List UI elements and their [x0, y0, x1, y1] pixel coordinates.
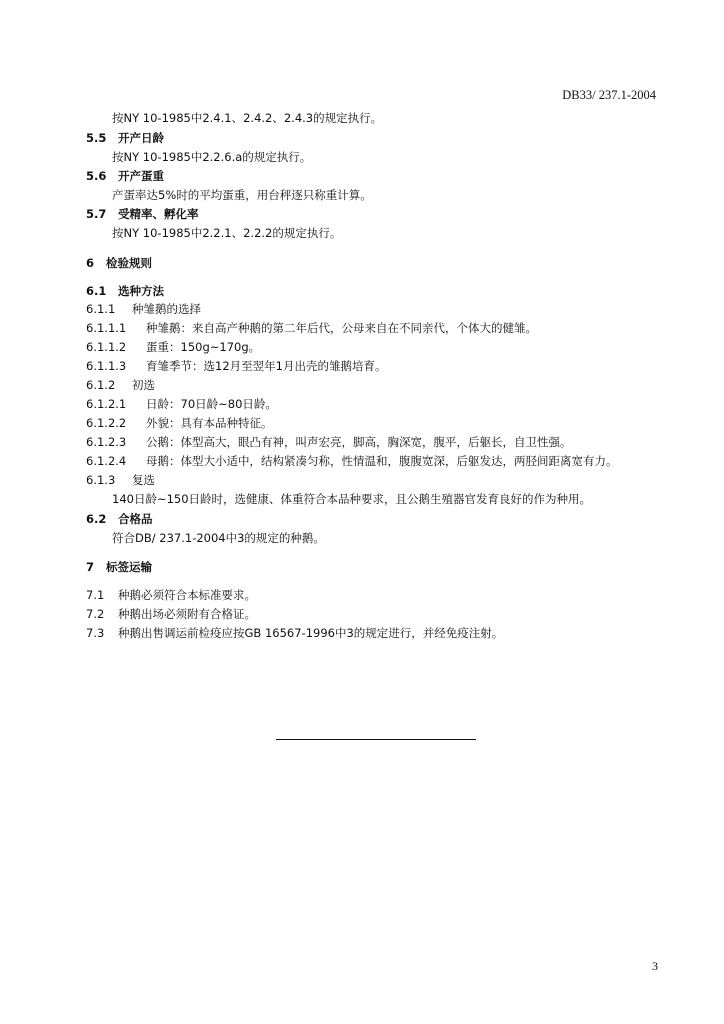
clause-text: 种鹅出场必须附有合格证。 — [118, 607, 256, 621]
clause-number: 6.1.2.2 — [86, 416, 127, 430]
clause-text: 种鹅出售调运前检疫应按GB 16567-1996中3的规定进行，并经免疫注射。 — [118, 626, 504, 640]
clause-text: 蛋重：150g~170g。 — [146, 340, 261, 354]
paragraph-text: 按NY 10-1985中2.2.6.a的规定执行。 — [112, 150, 312, 164]
clause-text: 种鹅必须符合本标准要求。 — [118, 588, 256, 602]
paragraph-text: 按NY 10-1985中2.2.1、2.2.2的规定执行。 — [112, 226, 342, 240]
clause-number: 6.1.2.4 — [86, 454, 127, 468]
clause-number: 6.1.2 — [86, 378, 116, 392]
heading-text: 标签运输 — [106, 560, 152, 574]
paragraph-text: 按NY 10-1985中2.4.1、2.4.2、2.4.3的规定执行。 — [112, 111, 383, 125]
paragraph-text: 产蛋率达5%时的平均蛋重，用台秤逐只称重计算。 — [112, 188, 372, 202]
paragraph-text: 符合DB/ 237.1-2004中3的规定的种鹅。 — [112, 531, 325, 545]
clause-text: 育雏季节：选12月至翌年1月出壳的雏鹅培育。 — [146, 359, 387, 373]
clause-number: 6.2 — [86, 512, 107, 526]
heading-text: 受精率、孵化率 — [118, 207, 199, 221]
end-rule — [276, 739, 476, 740]
document-code: DB33/ 237.1-2004 — [562, 88, 656, 102]
clause-number: 6.1 — [86, 284, 107, 298]
clause-number: 6.1.1.3 — [86, 359, 127, 373]
paragraph-text: 140日龄~150日龄时，选健康、体重符合本品种要求，且公鹅生殖器官发育良好的作为种用。 — [112, 492, 592, 506]
clause-number: 6.1.2.1 — [86, 397, 127, 411]
clause-number: 5.5 — [86, 131, 107, 145]
clause-text: 外貌：具有本品种特征。 — [146, 416, 273, 430]
clause-text: 初选 — [132, 378, 155, 392]
clause-number: 7 — [86, 560, 95, 574]
clause-number: 6.1.1.1 — [86, 321, 127, 335]
heading-text: 开产蛋重 — [118, 169, 164, 183]
clause-text: 公鹅：体型高大，眼凸有神，叫声宏亮，脚高，胸深宽，腹平，后躯长，自卫性强。 — [146, 435, 572, 449]
clause-number: 5.6 — [86, 169, 107, 183]
clause-number: 6.1.2.3 — [86, 435, 127, 449]
clause-number: 6.1.1 — [86, 302, 116, 316]
clause-number: 5.7 — [86, 207, 107, 221]
clause-text: 种雏鹅：来自高产种鹅的第二年后代，公母来自在不同亲代，个体大的健雏。 — [146, 321, 537, 335]
clause-number: 6 — [86, 256, 95, 270]
heading-text: 开产日龄 — [118, 131, 164, 145]
page-number: 3 — [652, 959, 658, 973]
clause-number: 6.1.1.2 — [86, 340, 127, 354]
clause-text: 日龄：70日龄~80日龄。 — [146, 397, 277, 411]
clause-number: 7.1 — [86, 588, 105, 602]
clause-text: 种雏鹅的选择 — [132, 302, 201, 316]
clause-number: 7.2 — [86, 607, 105, 621]
heading-text: 选种方法 — [118, 284, 164, 298]
heading-text: 合格品 — [118, 512, 153, 526]
clause-number: 6.1.3 — [86, 473, 116, 487]
clause-number: 7.3 — [86, 626, 105, 640]
clause-text: 母鹅：体型大小适中，结构紧凑匀称，性情温和，腹腹宽深，后躯发达，两胫间距离宽有力。 — [146, 454, 618, 468]
clause-text: 复选 — [132, 473, 155, 487]
heading-text: 检验规则 — [106, 256, 152, 270]
